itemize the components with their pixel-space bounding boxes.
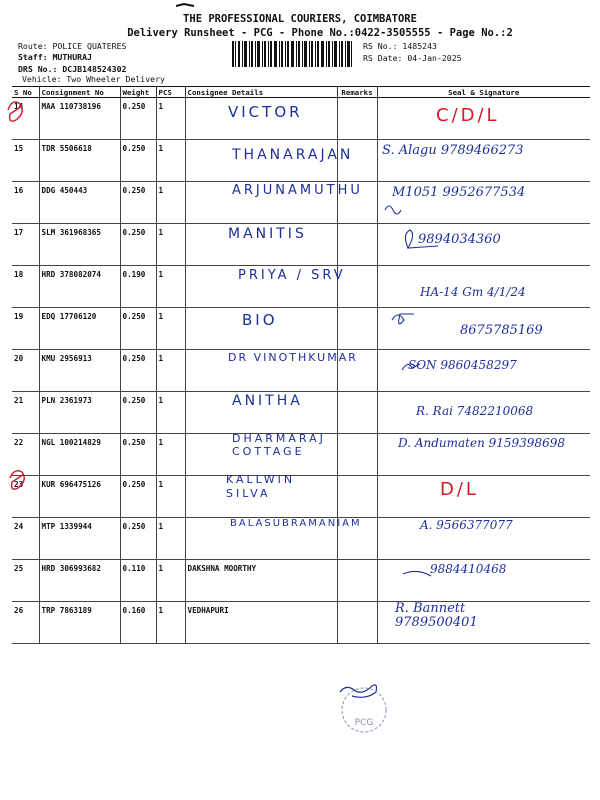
row-weight: 0.250 xyxy=(120,98,156,140)
handwritten-signature: S. Alagu 9789466273 xyxy=(382,143,524,158)
row-weight: 0.250 xyxy=(120,140,156,182)
row-consignment: TDR 5506618 xyxy=(39,140,120,182)
row-consignment: KUR 696475126 xyxy=(39,476,120,518)
row-weight: 0.250 xyxy=(120,476,156,518)
row-sno: 26 xyxy=(12,602,39,644)
row-pcs: 1 xyxy=(156,224,185,266)
col-consignment: Consignment No xyxy=(39,87,120,98)
row-sno: 21 xyxy=(12,392,39,434)
row-weight: 0.250 xyxy=(120,224,156,266)
row-consignment: NGL 100214829 xyxy=(39,434,120,476)
row-sno: 22 xyxy=(12,434,39,476)
row-sno: 25 xyxy=(12,560,39,602)
col-consignee: Consignee Details xyxy=(185,87,337,98)
handwritten-consignee: THANARAJAN xyxy=(232,147,354,163)
handwritten-signature: D. Andumaten 9159398698 xyxy=(398,436,565,450)
staff-label: Staff: MUTHURAJ xyxy=(18,52,92,62)
row-sno: 16 xyxy=(12,182,39,224)
row-pcs: 1 xyxy=(156,98,185,140)
row-sno: 15 xyxy=(12,140,39,182)
row-consignee: VEDHAPURI xyxy=(185,602,337,644)
row-sno: 17 xyxy=(12,224,39,266)
row-pcs: 1 xyxy=(156,518,185,560)
pen-squiggle-icon xyxy=(405,230,438,248)
row-weight: 0.250 xyxy=(120,308,156,350)
row-pcs: 1 xyxy=(156,434,185,476)
col-pcs: PCS xyxy=(156,87,185,98)
row-consignment: TRP 7863189 xyxy=(39,602,120,644)
handwritten-consignee: ANITHA xyxy=(232,393,303,409)
handwritten-signature: R. Rai 7482210068 xyxy=(416,404,534,418)
row-consignment: EDQ 17706120 xyxy=(39,308,120,350)
handwritten-consignee: VICTOR xyxy=(228,103,303,121)
col-weight: Weight xyxy=(120,87,156,98)
row-weight: 0.250 xyxy=(120,518,156,560)
underline-squiggle-icon xyxy=(403,571,431,576)
handwritten-consignee: MANITIS xyxy=(228,226,307,242)
row-pcs: 1 xyxy=(156,350,185,392)
row-weight: 0.250 xyxy=(120,392,156,434)
row-consignment: KMU 2956913 xyxy=(39,350,120,392)
vehicle-label: Vehicle: Two Wheeler Delivery xyxy=(22,74,165,84)
pen-squiggle-icon xyxy=(385,206,401,214)
handwritten-consignee: DR VINOTHKUMAR xyxy=(228,351,358,364)
handwritten-signature: R. Bannett 9789500401 xyxy=(395,601,478,630)
top-pen-mark-icon xyxy=(176,4,194,6)
row-sno: 18 xyxy=(12,266,39,308)
runsheet-subtitle: Delivery Runsheet - PCG - Phone No.:0422-3505555 - Page No.:2 xyxy=(127,27,513,39)
row-consignment: PLN 2361973 xyxy=(39,392,120,434)
col-sno: S No xyxy=(12,87,39,98)
row-weight: 0.250 xyxy=(120,350,156,392)
handwritten-signature: HA-14 Gm 4/1/24 xyxy=(420,285,526,299)
row-consignment: SLM 361968365 xyxy=(39,224,120,266)
row-weight: 0.250 xyxy=(120,434,156,476)
row-weight: 0.110 xyxy=(120,560,156,602)
route-label: Route: POLICE QUATERES xyxy=(18,41,127,51)
red-tick-mark-icon xyxy=(10,471,24,489)
row-pcs: 1 xyxy=(156,308,185,350)
handwritten-consignee: KALLWIN SILVA xyxy=(226,473,296,500)
row-sno: 19 xyxy=(12,308,39,350)
row-consignment: MAA 110738196 xyxy=(39,98,120,140)
row-pcs: 1 xyxy=(156,392,185,434)
handwritten-signature: 8675785169 xyxy=(460,323,543,338)
red-tick-mark-icon xyxy=(8,102,22,121)
handwritten-consignee: DHARMARAJ COTTAGE xyxy=(232,432,326,458)
handwritten-consignee: PRIYA / SRV xyxy=(238,268,346,283)
row-pcs: 1 xyxy=(156,266,185,308)
row-sno: 14 xyxy=(12,98,39,140)
handwritten-signature: 9884410468 xyxy=(430,562,507,576)
row-consignment: MTP 1339944 xyxy=(39,518,120,560)
rs-date: RS Date: 04-Jan-2025 xyxy=(363,53,462,63)
row-sno: 23 xyxy=(12,476,39,518)
pen-squiggle-icon xyxy=(392,314,414,324)
row-pcs: 1 xyxy=(156,602,185,644)
row-sno: 24 xyxy=(12,518,39,560)
row-pcs: 1 xyxy=(156,182,185,224)
handwritten-signature: D/L xyxy=(440,479,479,500)
stamp-text: PCG xyxy=(354,718,374,728)
row-consignment: HRD 378082074 xyxy=(39,266,120,308)
handwritten-signature: A. 9566377077 xyxy=(420,518,513,532)
row-weight: 0.190 xyxy=(120,266,156,308)
handwritten-consignee: BIO xyxy=(242,311,278,329)
handwritten-consignee: BALASUBRAMANIAM xyxy=(230,518,362,529)
pen-squiggle-icon xyxy=(402,364,420,370)
row-sno: 20 xyxy=(12,350,39,392)
drs-label: DRS No.: DCJB148524302 xyxy=(18,64,127,74)
col-signature: Seal & Signature xyxy=(377,87,590,98)
row-pcs: 1 xyxy=(156,476,185,518)
handwritten-signature: SON 9860458297 xyxy=(408,358,517,372)
rs-number: RS No.: 1485243 xyxy=(363,41,437,51)
row-consignee: DAKSHNA MOORTHY xyxy=(185,560,337,602)
row-weight: 0.250 xyxy=(120,182,156,224)
row-consignment: HRD 306993682 xyxy=(39,560,120,602)
handwritten-signature: 9894034360 xyxy=(418,232,501,247)
row-weight: 0.160 xyxy=(120,602,156,644)
row-pcs: 1 xyxy=(156,140,185,182)
handwritten-consignee: ARJUNAMUTHU xyxy=(232,183,363,198)
handwritten-signature: M1051 9952677534 xyxy=(392,185,526,200)
col-remarks: Remarks xyxy=(337,87,377,98)
row-pcs: 1 xyxy=(156,560,185,602)
row-consignment: DDG 450443 xyxy=(39,182,120,224)
company-title: THE PROFESSIONAL COURIERS, COIMBATORE xyxy=(183,13,417,25)
handwritten-signature: C/D/L xyxy=(436,105,500,126)
